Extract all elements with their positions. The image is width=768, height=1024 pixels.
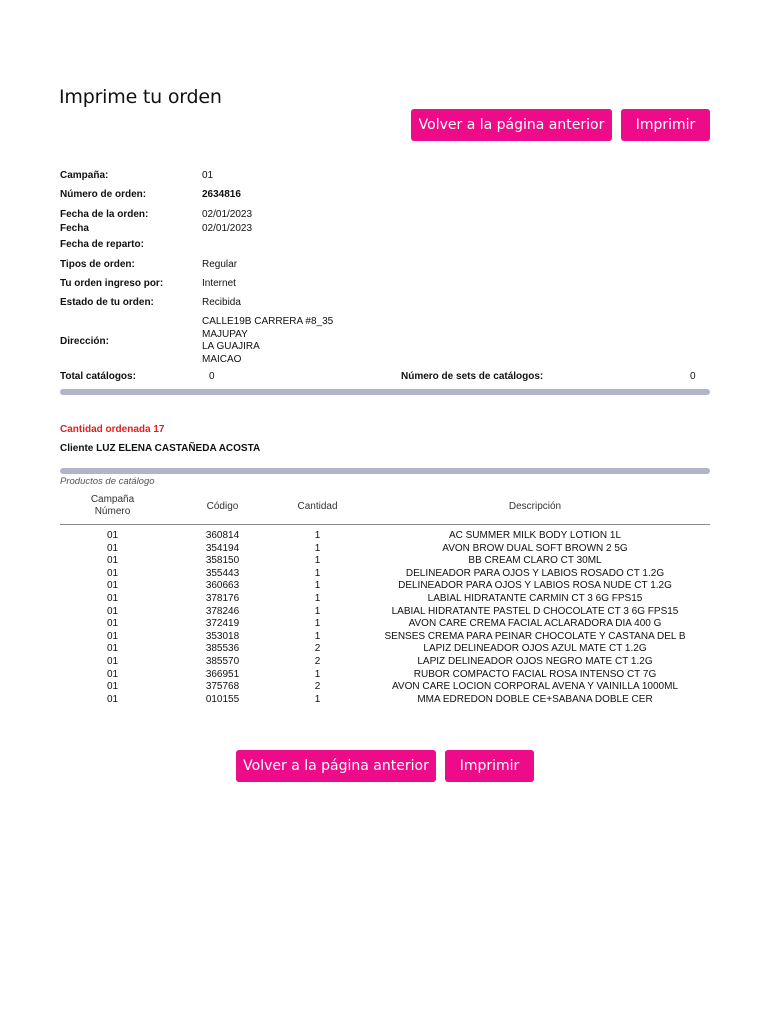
table-row (60, 681, 710, 694)
date-value: 02/01/2023 (202, 223, 253, 234)
catalog-sets-value: 0 (690, 371, 696, 382)
page-title: Imprime tu orden (59, 86, 222, 108)
status-value: Recibida (202, 297, 241, 308)
table-row (60, 593, 710, 606)
order-number-label: Número de orden: (60, 189, 147, 200)
cell-code: 010155 (205, 693, 240, 705)
cell-code: 385570 (205, 655, 240, 667)
cell-campaign: 01 (106, 542, 119, 554)
cell-quantity: 1 (314, 693, 321, 705)
cell-quantity: 1 (314, 555, 321, 567)
table-row (60, 543, 710, 556)
quantity-ordered: Cantidad ordenada 17 (60, 424, 165, 435)
products-divider (60, 468, 710, 474)
table-row (60, 580, 710, 593)
cell-description: SENSES CREMA PARA PEINAR CHOCOLATE Y CASTANA DEL B (384, 630, 686, 642)
cell-code: 378176 (205, 592, 240, 604)
column-header-code: Código (206, 501, 239, 512)
order-date-value: 02/01/2023 (202, 209, 253, 220)
cell-campaign: 01 (106, 681, 119, 693)
cell-campaign: 01 (106, 643, 119, 655)
cell-quantity: 2 (314, 681, 321, 693)
address-label: Dirección: (60, 336, 109, 347)
cell-quantity: 1 (314, 668, 321, 680)
cell-code: 378246 (205, 605, 240, 617)
entry-label: Tu orden ingreso por: (60, 278, 164, 289)
entry-value: Internet (202, 278, 236, 289)
cell-campaign: 01 (106, 530, 119, 541)
table-row (60, 618, 710, 631)
catalog-sets-label: Número de sets de catálogos: (401, 371, 544, 382)
client-name: Cliente LUZ ELENA CASTAÑEDA ACOSTA (60, 443, 261, 454)
table-row (60, 568, 710, 581)
address-line: CALLE19B CARRERA #8_35 (202, 316, 334, 327)
back-button[interactable]: Volver a la página anterior (411, 109, 612, 141)
cell-quantity: 2 (314, 655, 321, 667)
cell-quantity: 1 (314, 630, 321, 642)
table-row (60, 631, 710, 644)
table-row (60, 643, 710, 656)
cell-description: AVON BROW DUAL SOFT BROWN 2 5G (442, 542, 628, 554)
total-catalogs-label: Total catálogos: (60, 371, 136, 382)
cell-campaign: 01 (106, 668, 119, 680)
cell-description: LAPIZ DELINEADOR OJOS AZUL MATE CT 1.2G (423, 643, 647, 655)
cell-quantity: 1 (314, 580, 321, 592)
cell-campaign: 01 (106, 605, 119, 617)
address-line: MAJUPAY (202, 328, 248, 340)
cell-campaign: 01 (106, 618, 119, 630)
table-row (60, 606, 710, 619)
cell-quantity: 1 (314, 567, 321, 579)
cell-description: MMA EDREDON DOBLE CE+SABANA DOBLE CER (417, 693, 653, 705)
delivery-date-label: Fecha de reparto: (60, 239, 144, 250)
section-divider (60, 389, 710, 395)
order-number-value: 2634816 (202, 189, 241, 200)
table-row (60, 555, 710, 568)
table-row (60, 669, 710, 682)
order-type-value: Regular (202, 259, 238, 270)
cell-description: AC SUMMER MILK BODY LOTION 1L (448, 530, 622, 541)
order-type-label: Tipos de orden: (60, 259, 135, 270)
date-label: Fecha (60, 223, 89, 234)
campaign-label: Campaña: (60, 170, 109, 181)
cell-quantity: 1 (314, 542, 321, 554)
cell-code: 375768 (205, 681, 240, 693)
table-header (60, 491, 710, 525)
cell-code: 385536 (205, 643, 240, 655)
cell-campaign: 01 (106, 580, 119, 592)
cell-campaign: 01 (106, 693, 119, 705)
cell-code: 354194 (205, 542, 240, 554)
products-caption: Productos de catálogo (60, 476, 155, 487)
cell-code: 372419 (205, 618, 240, 630)
address-value (202, 316, 333, 366)
print-button[interactable]: Imprimir (621, 109, 710, 141)
column-header-campaign-line1: Campaña (90, 494, 135, 505)
cell-code: 360663 (205, 580, 240, 592)
cell-description: LABIAL HIDRATANTE PASTEL D CHOCOLATE CT 3 6G FPS15 (391, 605, 679, 617)
cell-code: 366951 (205, 668, 240, 680)
column-header-campaign-line2: Número (94, 506, 131, 517)
total-catalogs-value: 0 (209, 371, 215, 382)
cell-description: LAPIZ DELINEADOR OJOS NEGRO MATE CT 1.2G (417, 655, 653, 667)
column-header-description: Descripción (508, 501, 562, 512)
cell-description: RUBOR COMPACTO FACIAL ROSA INTENSO CT 7G (413, 668, 657, 680)
column-header-quantity: Cantidad (297, 501, 338, 512)
address-line: LA GUAJIRA (202, 341, 260, 352)
cell-campaign: 01 (106, 555, 119, 567)
cell-description: DELINEADOR PARA OJOS Y LABIOS ROSA NUDE CT 1.2G (398, 580, 672, 592)
order-date-label: Fecha de la orden: (60, 209, 149, 220)
cell-description: AVON CARE LOCION CORPORAL AVENA Y VAINILLA 1000ML (391, 681, 679, 693)
cell-description: LABIAL HIDRATANTE CARMIN CT 3 6G FPS15 (427, 592, 643, 604)
campaign-value: 01 (202, 170, 214, 181)
status-label: Estado de tu orden: (60, 297, 154, 308)
table-row (60, 694, 710, 707)
cell-campaign: 01 (106, 567, 119, 579)
table-row (60, 656, 710, 669)
back-button-bottom[interactable]: Volver a la página anterior (236, 750, 436, 782)
cell-description: DELINEADOR PARA OJOS Y LABIOS ROSADO CT 1.2G (405, 567, 665, 579)
cell-code: 353018 (205, 630, 240, 642)
cell-campaign: 01 (106, 655, 119, 667)
cell-quantity: 2 (314, 643, 321, 655)
cell-description: AVON CARE CREMA FACIAL ACLARADORA DIA 400 G (408, 618, 662, 630)
cell-quantity: 1 (314, 605, 321, 617)
column-header-campaign (60, 494, 165, 518)
cell-campaign: 01 (106, 592, 119, 604)
cell-code: 360814 (205, 530, 240, 541)
cell-description: BB CREAM CLARO CT 30ML (468, 555, 602, 567)
table-row (60, 530, 710, 543)
products-table (60, 530, 710, 706)
cell-code: 355443 (205, 567, 240, 579)
address-line: MAICAO (202, 353, 242, 365)
cell-quantity: 1 (314, 592, 321, 604)
cell-campaign: 01 (106, 630, 119, 642)
cell-code: 358150 (205, 555, 240, 567)
print-button-bottom[interactable]: Imprimir (445, 750, 534, 782)
cell-quantity: 1 (314, 530, 321, 541)
cell-quantity: 1 (314, 618, 321, 630)
